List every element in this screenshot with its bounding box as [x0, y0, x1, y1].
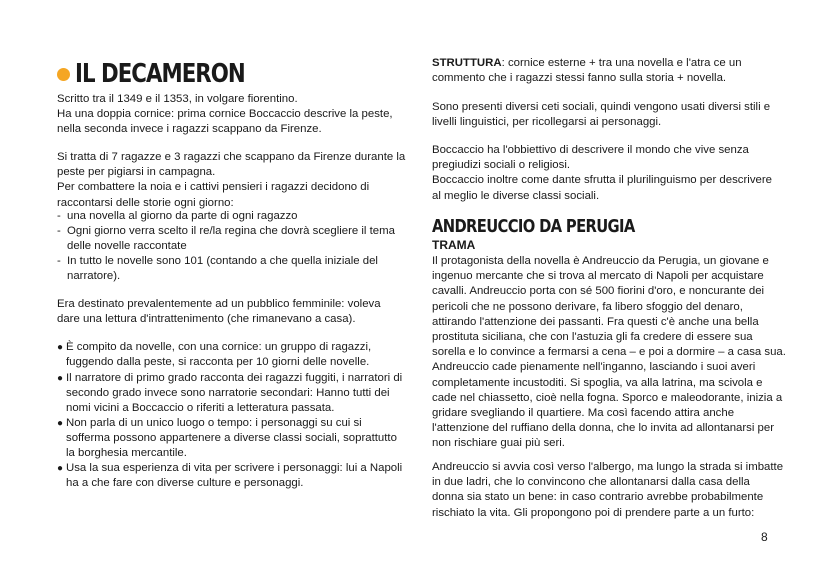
- page-title: IL DECAMERON: [75, 59, 245, 89]
- text-line: al meglio le diverse classi sociali.: [432, 189, 600, 202]
- text-line: pericoli che ne possono derivare, fa libero sfoggio del denaro,: [432, 300, 743, 313]
- title-block: [57, 60, 282, 88]
- story-paragraph: [57, 150, 405, 211]
- section-heading: ANDREUCCIO DA PERUGIA: [432, 216, 635, 237]
- dash-icon: -: [57, 210, 61, 222]
- text-line: l'attenzione del ruffiano della donna, che lo invita ad allontanarsi per: [432, 422, 775, 435]
- text-line: non rischiare guai più seri.: [432, 437, 565, 450]
- intro-paragraph: [57, 92, 393, 138]
- text-line: attirando l'attenzione dei passanti. Fra questi c'è anche una bella: [432, 315, 759, 328]
- text-line: È compito da novelle, con una cornice: un gruppo di ragazzi,: [66, 341, 372, 353]
- bullet-icon: ●: [57, 342, 64, 353]
- obiettivo-paragraph: [432, 143, 772, 204]
- struttura-paragraph: [432, 56, 742, 86]
- text-line: Il protagonista della novella è Andreuccio da Perugia, un giovane e: [432, 255, 769, 267]
- bullet-icon: ●: [57, 418, 64, 429]
- page-number: 8: [761, 530, 768, 544]
- text-line: ingenuo mercante che si trova al mercato di Napoli per acquistare: [432, 270, 764, 283]
- text-line: Andreuccio si avvia così verso l'albergo, ma lungo la strada si imbatte: [432, 461, 784, 473]
- struttura-text: : cornice esterne + tra una novella e l'atra ce un: [501, 57, 742, 69]
- text-line: commento che i ragazzi stessi fanno sulla storia + novella.: [432, 72, 727, 85]
- bullet-icon: ●: [57, 463, 64, 474]
- text-line: donna sia stato un bene: in caso contrario avrebbe probabilmente: [432, 491, 764, 504]
- text-line: Il narratore di primo grado racconta dei ragazzi fuggiti, i narratori di: [66, 372, 403, 384]
- text-line: prostituta siciliana, che con l'astuzia gli fa credere di essere sua: [432, 331, 753, 344]
- text-line: in due ladri, che lo convincono che allontanarsi dalla casa della: [432, 476, 750, 489]
- text-line: nomi vicini a Boccaccio o riferiti a letteratura passata.: [66, 402, 335, 415]
- text-line: Si tratta di 7 ragazze e 3 ragazzi che scappano da Firenze durante la: [57, 151, 406, 163]
- text-line: sofferma possono appartenere a diverse classi sociali, soprattutto: [66, 432, 397, 445]
- text-line: Boccaccio inoltre come dante sfrutta il plurilinguismo per descrivere: [432, 174, 772, 187]
- audience-paragraph: [57, 297, 381, 327]
- text-line: Era destinato prevalentemente ad un pubblico femminile: voleva: [57, 298, 381, 310]
- text-line: raccontarsi delle storie ogni giorno:: [57, 196, 234, 209]
- ceti-paragraph: [432, 100, 770, 130]
- text-line: nella seconda invece i ragazzi scappano da Firenze.: [57, 123, 322, 136]
- text-line: cade nel chiassetto, cioè nella fogna. Sporco e maleodorante, inizia a: [432, 391, 783, 404]
- struttura-label: STRUTTURA: [432, 57, 502, 69]
- text-line: sorella e lo convince a fermarsi a cena – e poi a dormire – a casa sua.: [432, 346, 786, 359]
- section-subheading: TRAMA: [432, 238, 476, 252]
- text-line: una novella al giorno da parte di ogni ragazzo: [67, 210, 298, 222]
- text-line: la borghesia mercantile.: [66, 447, 187, 460]
- text-line: Sono presenti diversi ceti sociali, quindi vengono usati diversi stili e: [432, 101, 771, 113]
- trama-paragraph: [432, 254, 786, 452]
- text-line: fuggendo dalla peste, si racconta per 10 giorni delle novelle.: [66, 356, 370, 369]
- text-line: Ha una doppia cornice: prima cornice Boccaccio descrive la peste,: [57, 108, 393, 121]
- text-line: Usa la sua esperienza di vita per scrivere i personaggi: lui a Napoli: [66, 462, 403, 474]
- text-line: Boccaccio ha l'obbiettivo di descrivere il mondo che vive senza: [432, 144, 749, 156]
- text-line: Ogni giorno verra scelto il re/la regina che dovrà scegliere il tema: [67, 225, 395, 237]
- text-line: [432, 56, 742, 71]
- text-line: Scritto tra il 1349 e il 1353, in volgare fiorentino.: [57, 93, 298, 105]
- text-line: rischiato la vita. Gli propongono poi di prendere parte a un furto:: [432, 506, 755, 519]
- text-line: In tutto le novelle sono 101 (contando a che quella iniziale del: [67, 255, 378, 267]
- text-line: narratore).: [67, 270, 121, 283]
- dash-icon: -: [57, 225, 61, 237]
- dash-icon: -: [57, 255, 61, 267]
- text-line: dare una lettura d'intrattenimento (che rimanevano a casa).: [57, 313, 356, 326]
- text-line: peste per pigiarsi in campagna.: [57, 166, 216, 179]
- text-line: cavalli. Andreuccio porta con sé 500 fiorini d'oro, e noncurante dei: [432, 285, 765, 298]
- albergo-paragraph: [432, 460, 783, 521]
- text-line: Andreuccio cade pienamente nell'inganno, lasciando i suoi averi: [432, 361, 756, 374]
- text-line: pregiudizi sociali o religiosi.: [432, 159, 571, 172]
- text-line: delle novelle raccontate: [67, 240, 187, 253]
- text-line: Non parla di un unico luogo o tempo: i personaggi su cui si: [66, 417, 362, 429]
- bullet-icon: ●: [57, 373, 64, 384]
- bullet-dot-icon: [57, 68, 70, 81]
- text-line: completamente incustoditi. Si spoglia, va alla latrina, ma scivola e: [432, 376, 763, 389]
- text-line: Per combattere la noia e i cattivi pensieri i ragazzi decidono di: [57, 181, 370, 194]
- text-line: gridare svegliando il quartiere. Ma così facendo attira anche: [432, 407, 735, 420]
- text-line: ha a che fare con diverse culture e personaggi.: [66, 477, 304, 490]
- text-line: livelli linguistici, per ricollegarsi ai personaggi.: [432, 116, 662, 129]
- text-line: secondo grado invece sono narratorie secondari: Hanno tutti dei: [66, 387, 390, 400]
